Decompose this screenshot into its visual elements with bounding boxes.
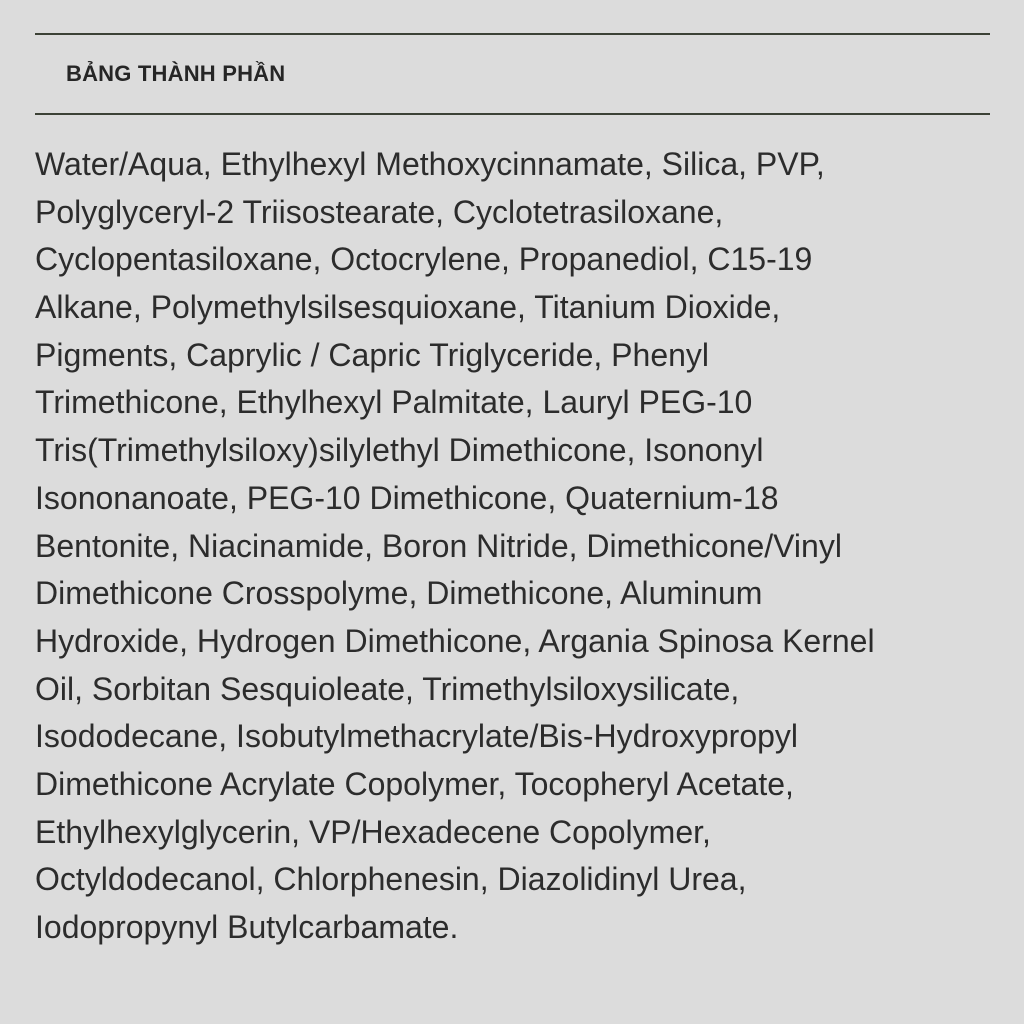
ingredients-line: Bentonite, Niacinamide, Boron Nitride, Dimethicone/Vinyl: [35, 527, 842, 564]
ingredients-line: Water/Aqua, Ethylhexyl Methoxycinnamate, Silica, PVP,: [35, 146, 825, 182]
ingredients-line: Ethylhexylglycerin, VP/Hexadecene Copolymer,: [35, 813, 711, 850]
ingredients-line: Cyclopentasiloxane, Octocrylene, Propanediol, C15-19: [35, 241, 813, 278]
ingredients-line: Trimethicone, Ethylhexyl Palmitate, Lauryl PEG-10: [35, 384, 753, 421]
ingredients-line: Dimethicone Acrylate Copolymer, Tocopheryl Acetate,: [35, 765, 794, 802]
ingredients-line: Octyldodecanol, Chlorphenesin, Diazolidinyl Urea,: [35, 861, 747, 898]
ingredients-line: Polyglyceryl-2 Triisostearate, Cyclotetrasiloxane,: [35, 193, 724, 230]
section-title: BẢNG THÀNH PHẦN: [66, 61, 286, 86]
ingredients-line: Hydroxide, Hydrogen Dimethicone, Argania Spinosa Kernel: [35, 622, 875, 659]
top-divider: [35, 33, 990, 35]
ingredients-list: [35, 141, 990, 952]
bottom-divider: [35, 113, 990, 115]
ingredients-line: Isododecane, Isobutylmethacrylate/Bis-Hydroxypropyl: [35, 718, 799, 755]
ingredients-line: Iodopropynyl Butylcarbamate.: [35, 909, 459, 945]
ingredients-line: Pigments, Caprylic / Capric Triglyceride, Phenyl: [35, 336, 710, 373]
ingredients-line: Isononanoate, PEG-10 Dimethicone, Quaternium-18: [35, 479, 779, 516]
ingredients-panel: [35, 0, 990, 1024]
ingredients-line: Tris(Trimethylsiloxy)silylethyl Dimethicone, Isononyl: [35, 432, 764, 469]
ingredients-line: Alkane, Polymethylsilsesquioxane, Titanium Dioxide,: [35, 289, 781, 326]
ingredients-line: Oil, Sorbitan Sesquioleate, Trimethylsiloxysilicate,: [35, 670, 740, 707]
ingredients-line: Dimethicone Crosspolyme, Dimethicone, Aluminum: [35, 575, 763, 612]
